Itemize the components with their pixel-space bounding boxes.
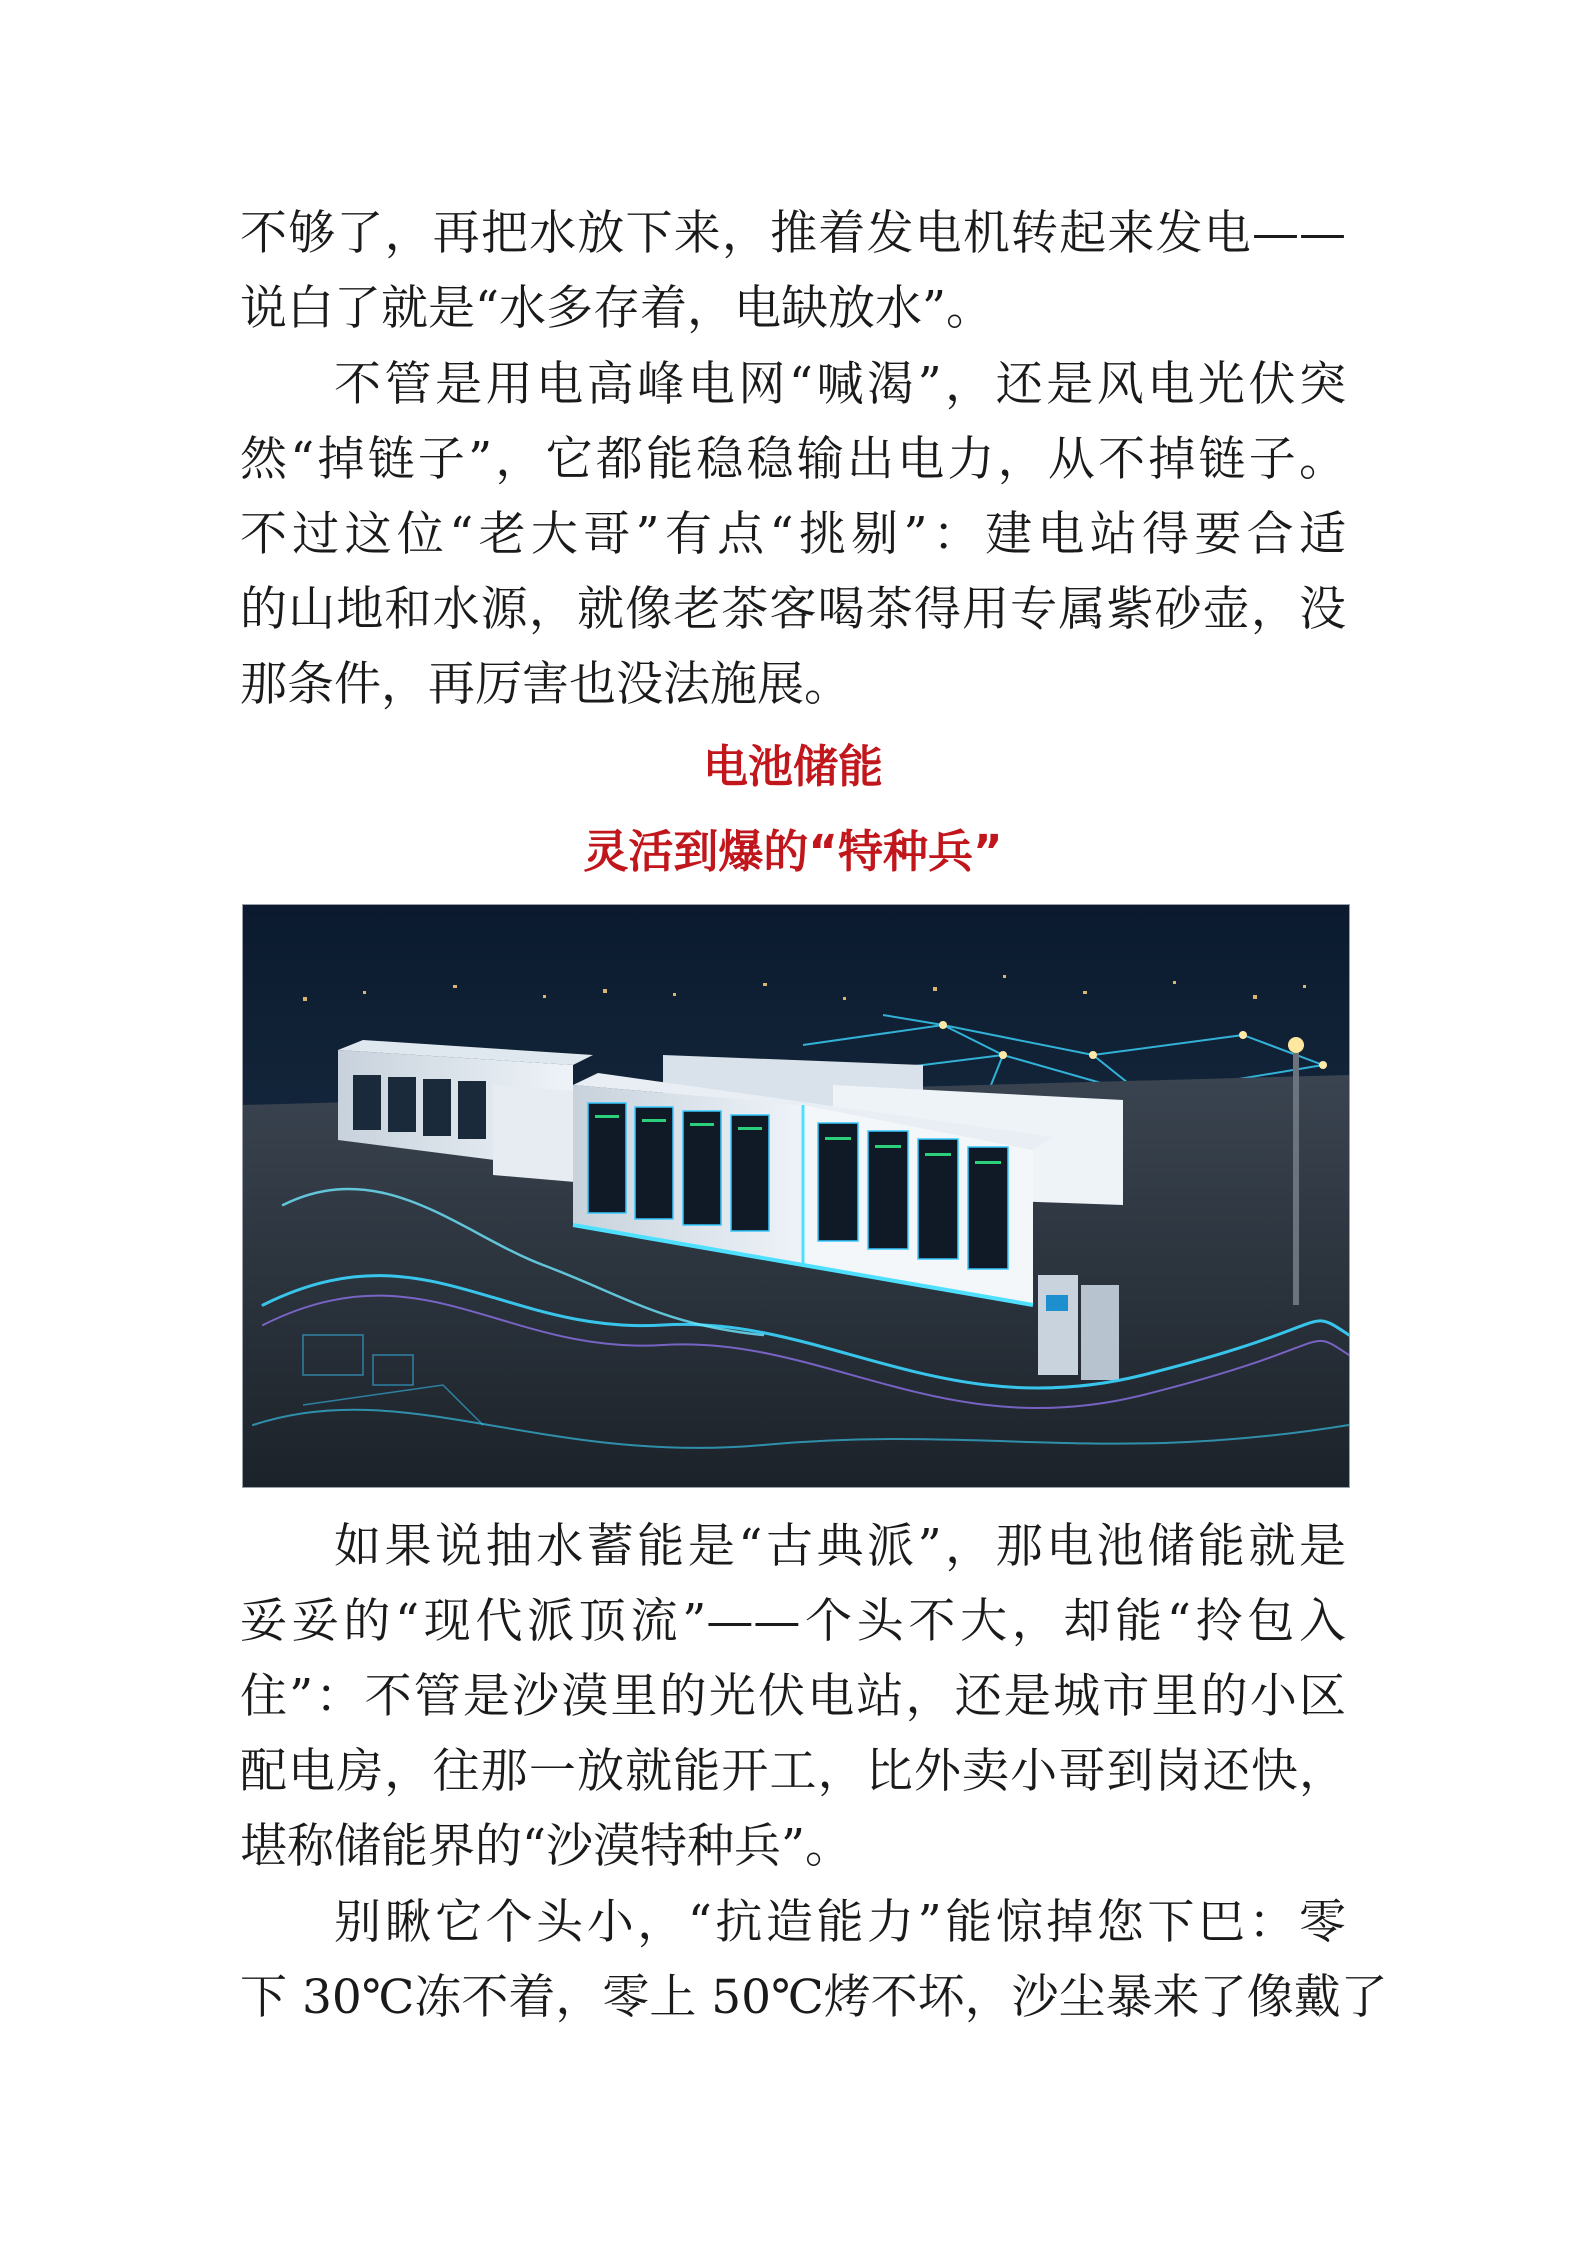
battery-energy-storage-station-icon — [243, 905, 1349, 1487]
text-line: 的山地和水源，就像老茶客喝茶得用专属紫砂壶，没 — [240, 582, 1346, 637]
text-line: 妥妥的“现代派顶流”——个头不大，却能“拎包入 — [240, 1594, 1346, 1649]
text-line: 下 30℃冻不着，零上 50℃烤不坏，沙尘暴来了像戴了 — [240, 1970, 1388, 2025]
text-line: 说白了就是“水多存着，电缺放水”。 — [240, 281, 994, 336]
section-subtitle: 灵活到爆的“特种兵” — [583, 825, 1003, 878]
paragraph-battery-storage — [240, 1509, 1346, 1884]
text-line: 别瞅它个头小，“抗造能力”能惊掉您下巴：零 — [334, 1895, 1346, 1950]
text-line: 然“掉链子”，它都能稳稳输出电力，从不掉链子。 — [240, 432, 1346, 487]
text-line: 住”：不管是沙漠里的光伏电站，还是城市里的小区 — [240, 1669, 1346, 1724]
text-line: 不过这位“老大哥”有点“挑剔”：建电站得要合适 — [240, 507, 1346, 562]
paragraph-durability — [240, 1885, 1388, 2035]
text-line: 堪称储能界的“沙漠特种兵”。 — [240, 1819, 853, 1874]
paragraph-pumped-storage — [240, 347, 1346, 722]
battery-storage-photo — [242, 904, 1350, 1488]
section-title: 电池储能 — [702, 740, 883, 793]
text-line: 那条件，再厉害也没法施展。 — [240, 657, 851, 712]
text-line: 配电房，往那一放就能开工，比外卖小哥到岗还快， — [240, 1744, 1346, 1799]
text-line: 不管是用电高峰电网“喊渴”，还是风电光伏突 — [334, 357, 1346, 412]
text-line: 不够了，再把水放下来，推着发电机转起来发电—— — [240, 206, 1346, 261]
paragraph-continued — [240, 196, 1346, 346]
text-line: 如果说抽水蓄能是“古典派”，那电池储能就是 — [334, 1519, 1346, 1574]
